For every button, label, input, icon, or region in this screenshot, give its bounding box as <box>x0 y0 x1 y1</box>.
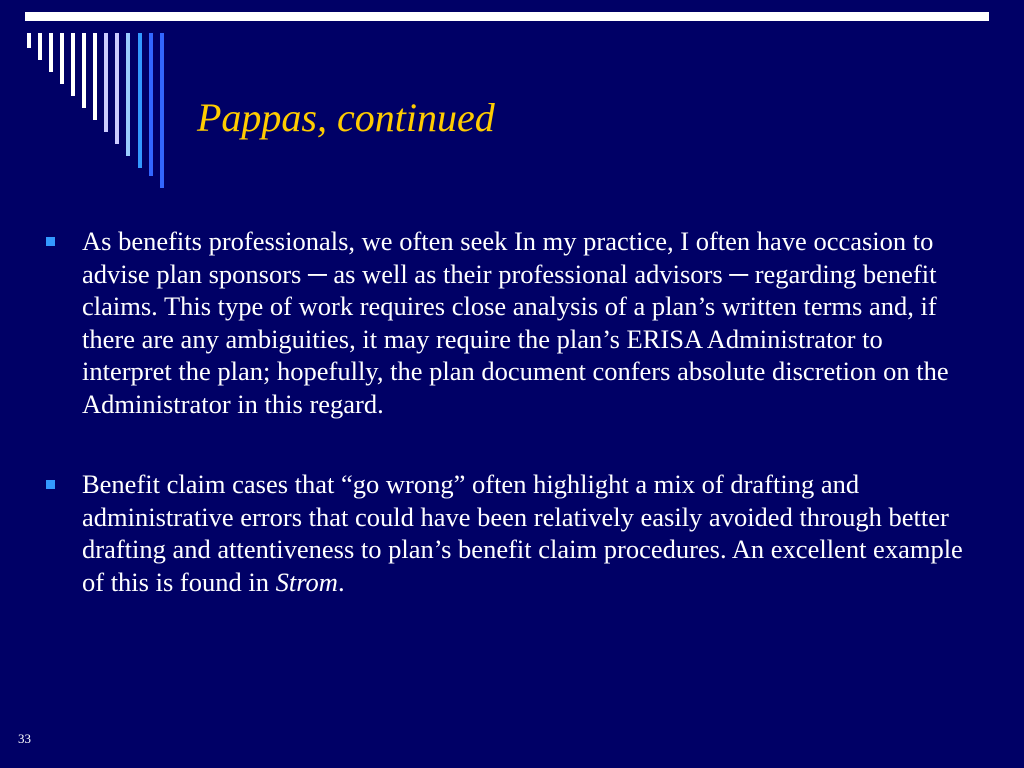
case-name: Strom <box>275 566 338 597</box>
bullet-text: Benefit claim cases that “go wrong” often highlight a mix of drafting and administrative errors that could have been relatively easily avoided through better drafting and attentiveness to plan’s benefit claim procedures. An excellent example of this is found in <box>82 469 963 597</box>
square-bullet-icon <box>46 237 55 246</box>
bullet-text: As benefits professionals, we often seek In my practice, I often have occasion to advise plan sponsors ─ as well as their professional advisors ─ regarding benefit claims. This type of work requires close analysis of a plan’s written terms and, if there are any ambiguities, it may require the plan’s ERISA Administrator to interpret the plan; hopefully, the plan document confers absolute discretion on the Administrator in this regard. <box>82 226 949 419</box>
stripe <box>38 33 42 60</box>
stripe <box>49 33 53 72</box>
stripe <box>60 33 64 84</box>
stripe <box>82 33 86 108</box>
slide-title: Pappas, continued <box>197 95 495 140</box>
stripe <box>149 33 153 176</box>
stripe <box>27 33 31 48</box>
bullet-item <box>46 225 976 420</box>
stripe <box>115 33 119 144</box>
slide-number: 33 <box>18 731 31 746</box>
stripe <box>93 33 97 120</box>
decorative-stripes <box>0 0 180 200</box>
bullet-text-end: . <box>337 566 345 597</box>
bullet-item <box>46 468 976 598</box>
stripe <box>126 33 130 156</box>
stripe <box>71 33 75 96</box>
stripe <box>138 33 142 168</box>
square-bullet-icon <box>46 480 55 489</box>
stripe <box>104 33 108 132</box>
stripe <box>160 33 164 188</box>
bullet-list <box>46 225 976 646</box>
